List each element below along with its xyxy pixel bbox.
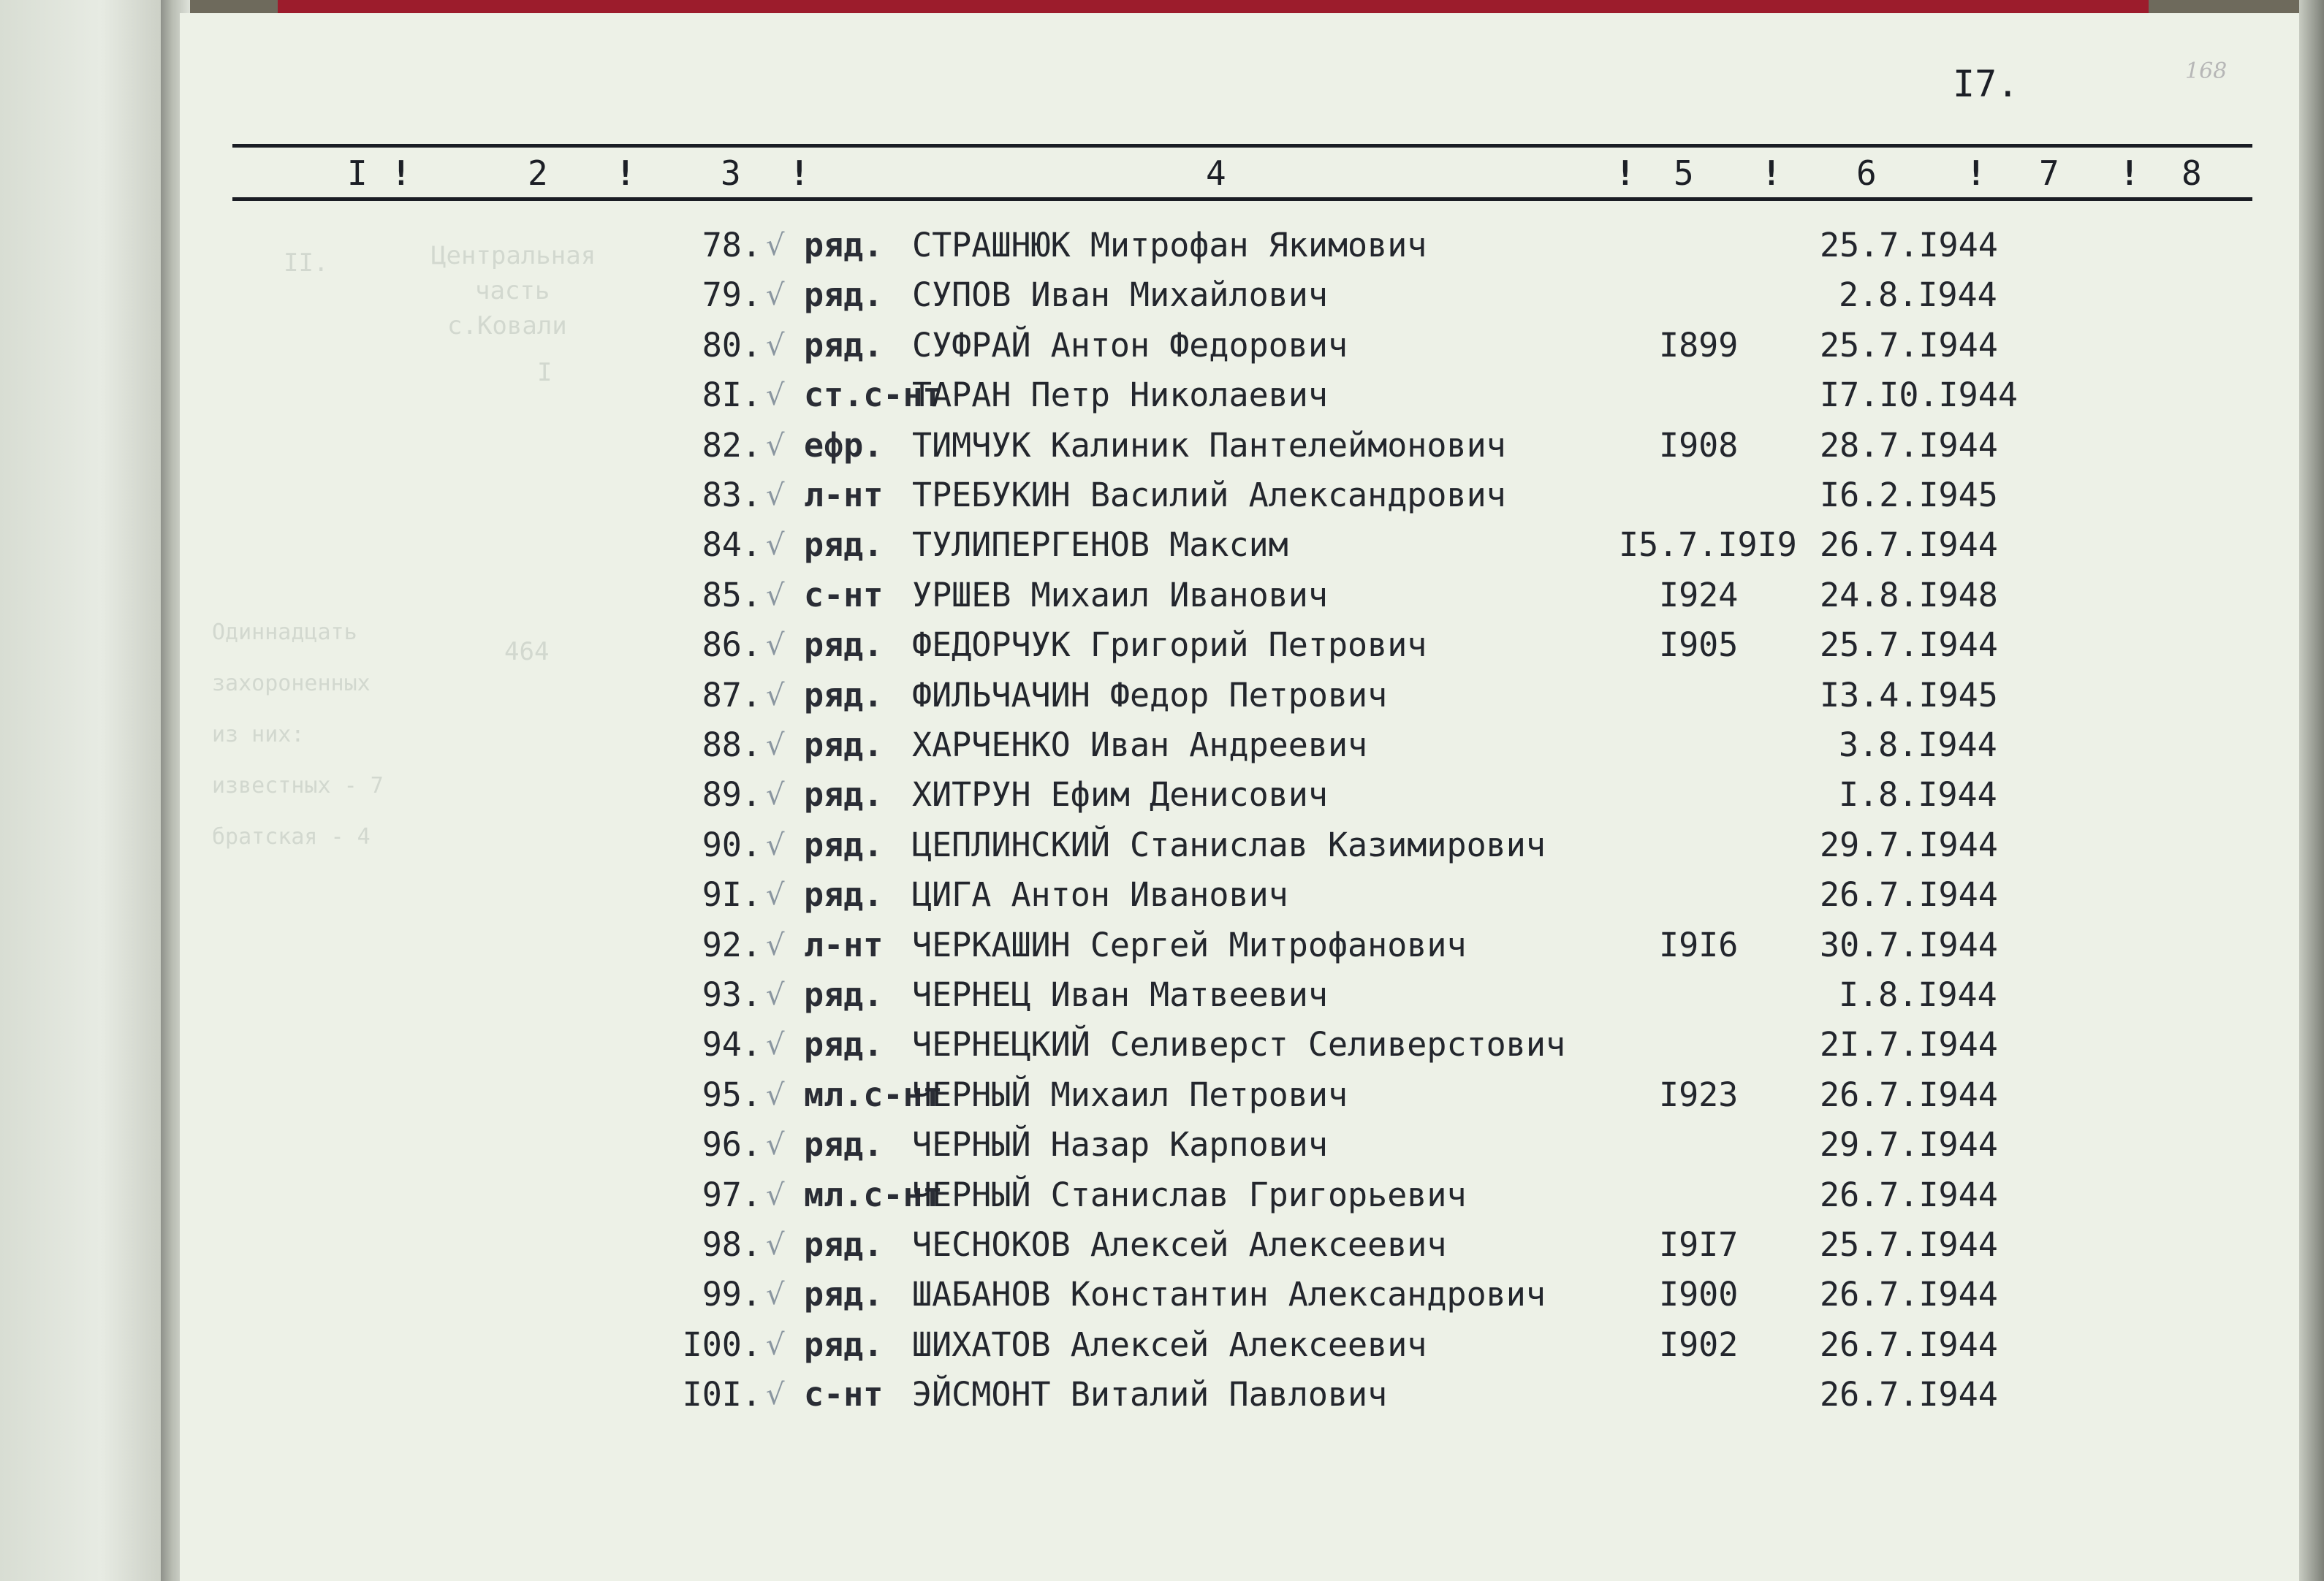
col-separator: ! <box>1761 153 1782 193</box>
death-date: I.8.I944 <box>1839 975 1997 1014</box>
table-row <box>0 1273 2324 1321</box>
full-name: УРШЕВ Михаил Иванович <box>912 575 1328 614</box>
row-number: 99. <box>702 1275 762 1314</box>
table-row <box>0 773 2324 821</box>
table-row <box>0 324 2324 372</box>
ghost-summary-2: захороненных <box>212 671 371 696</box>
full-name: СУПОВ Иван Михайлович <box>912 275 1328 315</box>
table-row <box>0 424 2324 472</box>
check-mark-icon: √ <box>766 578 785 612</box>
death-date: 26.7.I944 <box>1820 525 1998 565</box>
row-number: 84. <box>702 525 762 565</box>
military-rank: л-нт <box>804 925 884 964</box>
full-name: ШИХАТОВ Алексей Алексеевич <box>912 1325 1427 1364</box>
birth-year: I923 <box>1659 1075 1739 1114</box>
row-number: 83. <box>702 476 762 514</box>
page-number: I7. <box>1953 63 2019 105</box>
row-number: 9I. <box>702 875 762 915</box>
death-date: 25.7.I944 <box>1820 625 1998 665</box>
military-rank: с-нт <box>804 1375 884 1414</box>
check-mark-icon: √ <box>766 1327 785 1362</box>
row-number: 79. <box>702 275 762 315</box>
full-name: ЧЕРНЫЙ Михаил Петрович <box>912 1075 1348 1114</box>
death-date: 30.7.I944 <box>1820 925 1998 964</box>
check-mark-icon: √ <box>766 278 785 313</box>
row-number: 97. <box>702 1175 762 1214</box>
full-name: ХИТРУН Ефим Денисович <box>912 775 1328 815</box>
military-rank: л-нт <box>804 476 884 514</box>
death-date: 3.8.I944 <box>1839 725 1997 764</box>
row-number: 88. <box>702 725 762 764</box>
col-header-2: 2 <box>528 153 548 193</box>
check-mark-icon: √ <box>766 628 785 663</box>
row-number: 95. <box>702 1075 762 1114</box>
check-mark-icon: √ <box>766 1278 785 1312</box>
birth-year: I908 <box>1659 425 1739 465</box>
birth-year: I9I7 <box>1659 1225 1739 1264</box>
col-header-7: 7 <box>2039 153 2059 193</box>
table-row <box>0 873 2324 921</box>
table-row <box>0 1023 2324 1071</box>
death-date: 26.7.I944 <box>1820 875 1998 915</box>
ghost-row-number: II. <box>284 248 329 278</box>
military-rank: мл.с-нт <box>804 1075 943 1114</box>
ghost-place-line-2: часть <box>475 276 550 305</box>
military-rank: ряд. <box>804 725 884 764</box>
military-rank: ряд. <box>804 825 884 864</box>
ghost-count: I <box>537 358 552 387</box>
check-mark-icon: √ <box>766 1078 785 1112</box>
military-rank: ряд. <box>804 226 884 264</box>
death-date: 25.7.I944 <box>1820 325 1998 365</box>
pencil-page-number: 168 <box>2185 58 2228 84</box>
check-mark-icon: √ <box>766 728 785 762</box>
death-date: 26.7.I944 <box>1820 1375 1998 1414</box>
row-number: I0I. <box>682 1375 762 1414</box>
death-date: 29.7.I944 <box>1820 825 1998 864</box>
row-number: 8I. <box>702 376 762 415</box>
military-rank: ряд. <box>804 875 884 915</box>
table-row <box>0 973 2324 1021</box>
military-rank: ряд. <box>804 525 884 565</box>
row-number: 92. <box>702 925 762 964</box>
death-date: 26.7.I944 <box>1820 1175 1998 1214</box>
birth-year: I899 <box>1659 325 1739 365</box>
death-date: 26.7.I944 <box>1820 1275 1998 1314</box>
full-name: ЧЕРНЕЦКИЙ Селиверст Селиверстович <box>912 1025 1566 1064</box>
death-date: I6.2.I945 <box>1820 476 1998 514</box>
birth-year: I924 <box>1659 575 1739 614</box>
full-name: ХАРЧЕНКО Иван Андреевич <box>912 725 1368 764</box>
full-name: ЧЕРНЫЙ Назар Карпович <box>912 1125 1328 1165</box>
table-row <box>0 224 2324 272</box>
military-rank: ряд. <box>804 325 884 365</box>
col-header-1: I <box>347 153 368 193</box>
full-name: ЧЕРНЕЦ Иван Матвеевич <box>912 975 1328 1014</box>
check-mark-icon: √ <box>766 828 785 862</box>
row-number: 96. <box>702 1125 762 1165</box>
military-rank: мл.с-нт <box>804 1175 943 1214</box>
table-row <box>0 574 2324 622</box>
col-separator: ! <box>789 153 810 193</box>
check-mark-icon: √ <box>766 1178 785 1212</box>
table-row <box>0 1223 2324 1271</box>
col-header-3: 3 <box>721 153 741 193</box>
full-name: ТУЛИПЕРГЕНОВ Максим <box>912 525 1288 565</box>
col-header-4: 4 <box>1206 153 1226 193</box>
check-mark-icon: √ <box>766 528 785 563</box>
table-row <box>0 1173 2324 1222</box>
check-mark-icon: √ <box>766 778 785 812</box>
birth-year: I905 <box>1659 625 1739 665</box>
check-mark-icon: √ <box>766 1228 785 1262</box>
death-date: 26.7.I944 <box>1820 1325 1998 1364</box>
military-rank: ряд. <box>804 675 884 715</box>
check-mark-icon: √ <box>766 1028 785 1062</box>
col-separator: ! <box>2119 153 2140 193</box>
row-number: 87. <box>702 675 762 715</box>
col-separator: ! <box>391 153 411 193</box>
death-date: 26.7.I944 <box>1820 1075 1998 1114</box>
death-date: 25.7.I944 <box>1820 226 1998 264</box>
ghost-summary-4: известных - 7 <box>212 773 384 799</box>
table-row <box>0 1323 2324 1371</box>
col-separator: ! <box>615 153 636 193</box>
row-number: I00. <box>682 1325 762 1364</box>
row-number: 82. <box>702 425 762 465</box>
military-rank: ефр. <box>804 425 884 465</box>
table-row <box>0 273 2324 321</box>
ghost-summary-3: из них: <box>212 722 305 747</box>
death-date: 24.8.I948 <box>1820 575 1998 614</box>
check-mark-icon: √ <box>766 1128 785 1162</box>
military-rank: ряд. <box>804 1125 884 1165</box>
birth-year: I902 <box>1659 1325 1739 1364</box>
table-row <box>0 373 2324 422</box>
check-mark-icon: √ <box>766 229 785 262</box>
full-name: ЦИГА Антон Иванович <box>912 875 1288 915</box>
full-name: ТАРАН Петр Николаевич <box>912 376 1328 415</box>
table-row <box>0 1073 2324 1121</box>
death-date: 28.7.I944 <box>1820 425 1998 465</box>
ghost-summary-1: Одиннадцать <box>212 620 357 645</box>
birth-year: I900 <box>1659 1275 1739 1314</box>
row-number: 89. <box>702 775 762 815</box>
check-mark-icon: √ <box>766 328 785 362</box>
military-rank: ряд. <box>804 275 884 315</box>
row-number: 98. <box>702 1225 762 1264</box>
row-number: 86. <box>702 625 762 665</box>
ghost-summary-5: братская - 4 <box>212 824 371 850</box>
full-name: ЭЙСМОНТ Виталий Павлович <box>912 1375 1388 1414</box>
col-header-8: 8 <box>2181 153 2202 193</box>
full-name: ШАБАНОВ Константин Александрович <box>912 1275 1546 1314</box>
death-date: 25.7.I944 <box>1820 1225 1998 1264</box>
ghost-place-line-3: с.Ковали <box>447 311 567 340</box>
check-mark-icon: √ <box>766 428 785 462</box>
table-row <box>0 923 2324 972</box>
military-rank: ряд. <box>804 975 884 1014</box>
full-name: ЧЕРНЫЙ Станислав Григорьевич <box>912 1175 1467 1214</box>
military-rank: ст.с-нт <box>804 376 943 415</box>
military-rank: ряд. <box>804 775 884 815</box>
death-date: I.8.I944 <box>1839 775 1997 815</box>
full-name: ЧЕРКАШИН Сергей Митрофанович <box>912 925 1467 964</box>
table-row <box>0 823 2324 872</box>
check-mark-icon: √ <box>766 978 785 1012</box>
table-row <box>0 523 2324 571</box>
table-row <box>0 1373 2324 1421</box>
col-header-6: 6 <box>1856 153 1877 193</box>
military-rank: ряд. <box>804 1025 884 1064</box>
military-rank: ряд. <box>804 625 884 665</box>
table-row <box>0 1123 2324 1171</box>
row-number: 90. <box>702 825 762 864</box>
col-header-5: 5 <box>1674 153 1694 193</box>
full-name: СУФРАЙ Антон Федорович <box>912 325 1348 365</box>
table-row <box>0 674 2324 722</box>
full-name: ФИЛЬЧАЧИН Федор Петрович <box>912 675 1388 715</box>
full-name: ЧЕСНОКОВ Алексей Алексеевич <box>912 1225 1447 1264</box>
check-mark-icon: √ <box>766 878 785 913</box>
death-date: 2I.7.I944 <box>1820 1025 1998 1064</box>
check-mark-icon: √ <box>766 378 785 413</box>
row-number: 78. <box>702 226 762 264</box>
birth-year: I5.7.I9I9 <box>1619 525 1797 565</box>
check-mark-icon: √ <box>766 1378 785 1412</box>
death-date: 29.7.I944 <box>1820 1125 1998 1165</box>
ghost-total: 464 <box>504 637 550 666</box>
full-name: СТРАШНЮК Митрофан Якимович <box>912 226 1427 264</box>
col-separator: ! <box>1615 153 1636 193</box>
death-date: 2.8.I944 <box>1839 275 1997 315</box>
full-name: ТРЕБУКИН Василий Александрович <box>912 476 1506 514</box>
check-mark-icon: √ <box>766 928 785 962</box>
birth-year: I9I6 <box>1659 925 1739 964</box>
table-row <box>0 623 2324 671</box>
row-number: 94. <box>702 1025 762 1064</box>
military-rank: с-нт <box>804 575 884 614</box>
row-number: 85. <box>702 575 762 614</box>
check-mark-icon: √ <box>766 479 785 512</box>
header-rule-bottom <box>232 197 2252 201</box>
military-rank: ряд. <box>804 1325 884 1364</box>
military-rank: ряд. <box>804 1275 884 1314</box>
full-name: ТИМЧУК Калиник Пантелеймонович <box>912 425 1506 465</box>
check-mark-icon: √ <box>766 678 785 712</box>
death-date: I7.I0.I944 <box>1820 376 2018 415</box>
row-number: 93. <box>702 975 762 1014</box>
military-rank: ряд. <box>804 1225 884 1264</box>
ghost-place-line-1: Центральная <box>431 241 596 270</box>
col-separator: ! <box>1966 153 1986 193</box>
table-row <box>0 473 2324 522</box>
table-row <box>0 723 2324 772</box>
full-name: ФЕДОРЧУК Григорий Петрович <box>912 625 1427 665</box>
full-name: ЦЕПЛИНСКИЙ Станислав Казимирович <box>912 825 1546 864</box>
header-rule-top <box>232 144 2252 148</box>
row-number: 80. <box>702 325 762 365</box>
death-date: I3.4.I945 <box>1820 675 1998 715</box>
